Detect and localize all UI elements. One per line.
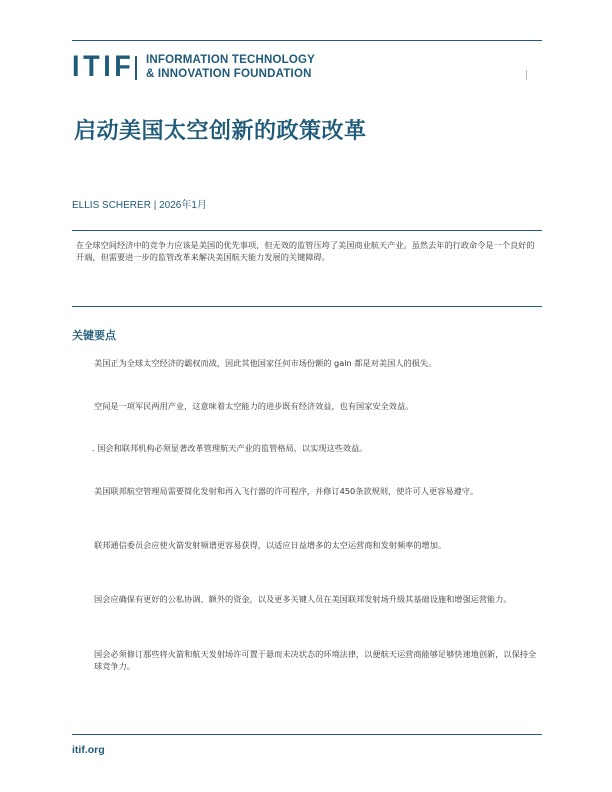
- byline: ELLIS SCHERER | 2026年1月: [72, 200, 207, 211]
- organization-name-line2: & INNOVATION FOUNDATION: [146, 68, 312, 80]
- key-points-heading: 关键要点: [72, 329, 116, 342]
- logo-divider: [135, 56, 137, 80]
- footer-link[interactable]: itif.org: [72, 744, 105, 756]
- organization-name: [146, 53, 346, 81]
- summary-bottom-rule: [72, 306, 542, 307]
- logo-mark: ITIF: [72, 50, 135, 83]
- key-point-item: 美国联邦航空管理局需要简化发射和再入飞行器的许可程序，并修订450条款规则，使许可人更容易遵守。: [94, 486, 479, 496]
- organization-name-line1: INFORMATION TECHNOLOGY: [146, 54, 316, 66]
- summary-top-rule: [72, 230, 542, 231]
- key-point-item: 国会必须修订那些将火箭和航天发射场许可置于悬而未决状态的环境法律，以便航天运营商能够足够快速地创新，以保持全球竞争力。: [94, 649, 537, 671]
- top-rule: [72, 40, 542, 41]
- key-point-item: 空间是一项军民两用产业，这意味着太空能力的进步既有经济效益，也有国家安全效益。: [94, 401, 414, 411]
- page-title: 启动美国太空创新的政策改革: [74, 119, 367, 144]
- key-point-item: 国会应确保有更好的公私协调、额外的资金，以及更多关键人员在美国联邦发射场升级其基础设施和增强运营能力。: [94, 594, 512, 604]
- summary-text: 在全球空间经济中的竞争力应该是美国的优先事项，但无效的监管压垮了美国商业航天产业。虽然去年的行政命令是一个良好的开端，但需要进一步的监管改革来解决美国航天能力发展的关键障碍。: [76, 240, 535, 262]
- key-point-item: . 国会和联邦机构必须显著改革管理航天产业的监管格局，以实现这些效益。: [92, 443, 368, 453]
- corner-mark: [526, 70, 527, 80]
- key-point-item: 美国正为全球太空经济的霸权而战，因此其他国家任何市场份额的 gain 都是对美国人的损失。: [94, 358, 437, 368]
- key-point-item: 联邦通信委员会应使火箭发射频谱更容易获得，以适应日益增多的太空运营商和发射频率的增加。: [94, 540, 447, 550]
- footer-rule: [72, 734, 542, 735]
